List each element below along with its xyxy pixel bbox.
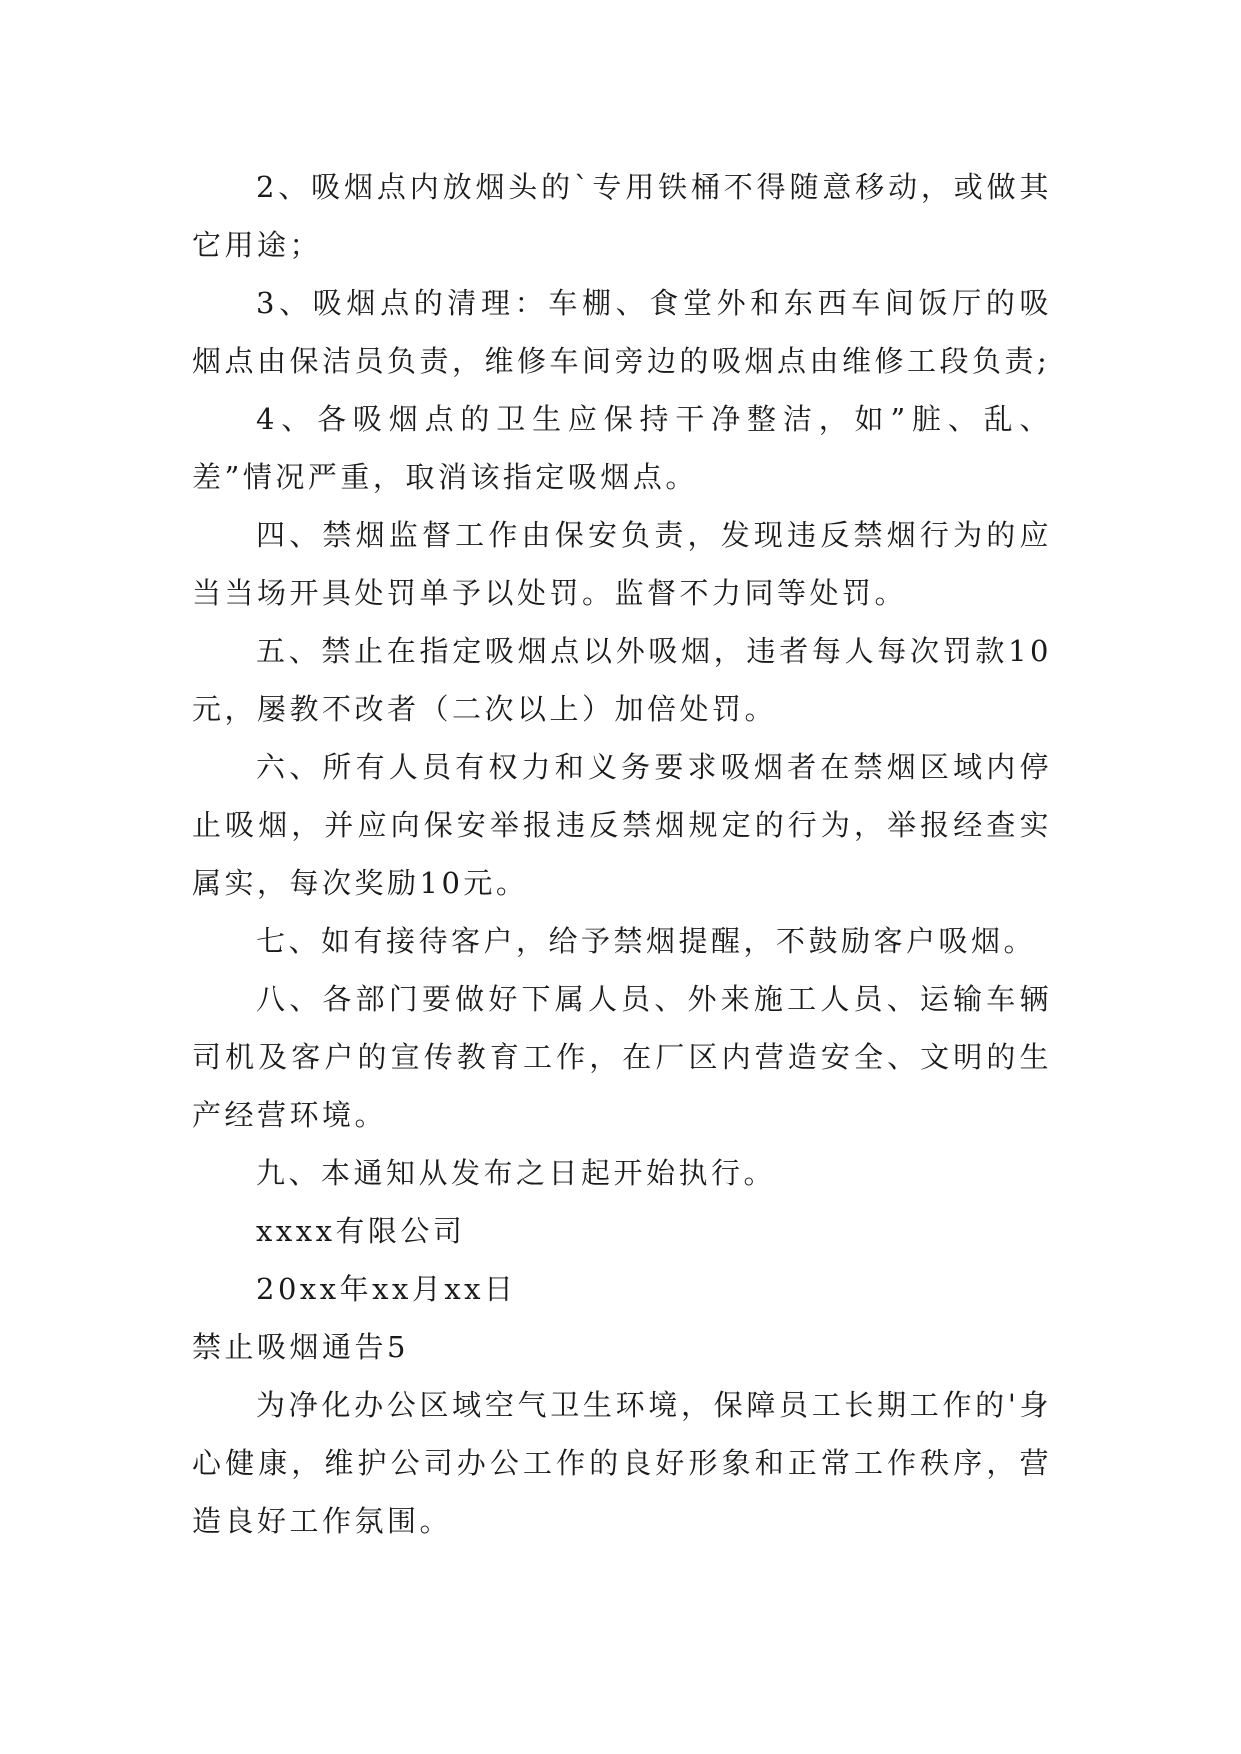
company-signature: xxxx有限公司: [256, 1214, 466, 1248]
next-notice-intro: 为净化办公区域空气卫生环境，保障员工长期工作的'身心健康，维护公司办公工作的良好形象和正常工作秩序，营造良好工作氛围。: [192, 1388, 1052, 1538]
paragraph-section-8: 八、各部门要做好下属人员、外来施工人员、运输车辆司机及客户的宣传教育工作，在厂区内营造安全、文明的生产经营环境。: [192, 982, 1052, 1132]
paragraph-section-6: 六、所有人员有权力和义务要求吸烟者在禁烟区域内停止吸烟，并应向保安举报违反禁烟规定的行为，举报经查实属实，每次奖励10元。: [192, 750, 1052, 900]
paragraph-rule-2: 2、吸烟点内放烟头的`专用铁桶不得随意移动，或做其它用途；: [192, 170, 1052, 262]
paragraph-rule-3: 3、吸烟点的清理：车棚、食堂外和东西车间饭厅的吸烟点由保洁员负责，维修车间旁边的吸烟点由维修工段负责;: [192, 286, 1052, 378]
paragraph-section-9: 九、本通知从发布之日起开始执行。: [256, 1156, 777, 1190]
next-notice-title: 禁止吸烟通告5: [192, 1330, 409, 1364]
paragraph-rule-4: 4、各吸烟点的卫生应保持干净整洁，如”脏、乱、差”情况严重，取消该指定吸烟点。: [192, 402, 1052, 494]
paragraph-section-7: 七、如有接待客户，给予禁烟提醒，不鼓励客户吸烟。: [256, 924, 1037, 958]
paragraph-section-4: 四、禁烟监督工作由保安负责，发现违反禁烟行为的应当当场开具处罚单予以处罚。监督不力同等处罚。: [192, 518, 1052, 610]
document-body: [192, 158, 1052, 1550]
paragraph-section-5: 五、禁止在指定吸烟点以外吸烟，违者每人每次罚款10元，屡教不改者（二次以上）加倍处罚。: [192, 634, 1052, 726]
signature-date: 20xx年xx月xx日: [256, 1272, 517, 1306]
